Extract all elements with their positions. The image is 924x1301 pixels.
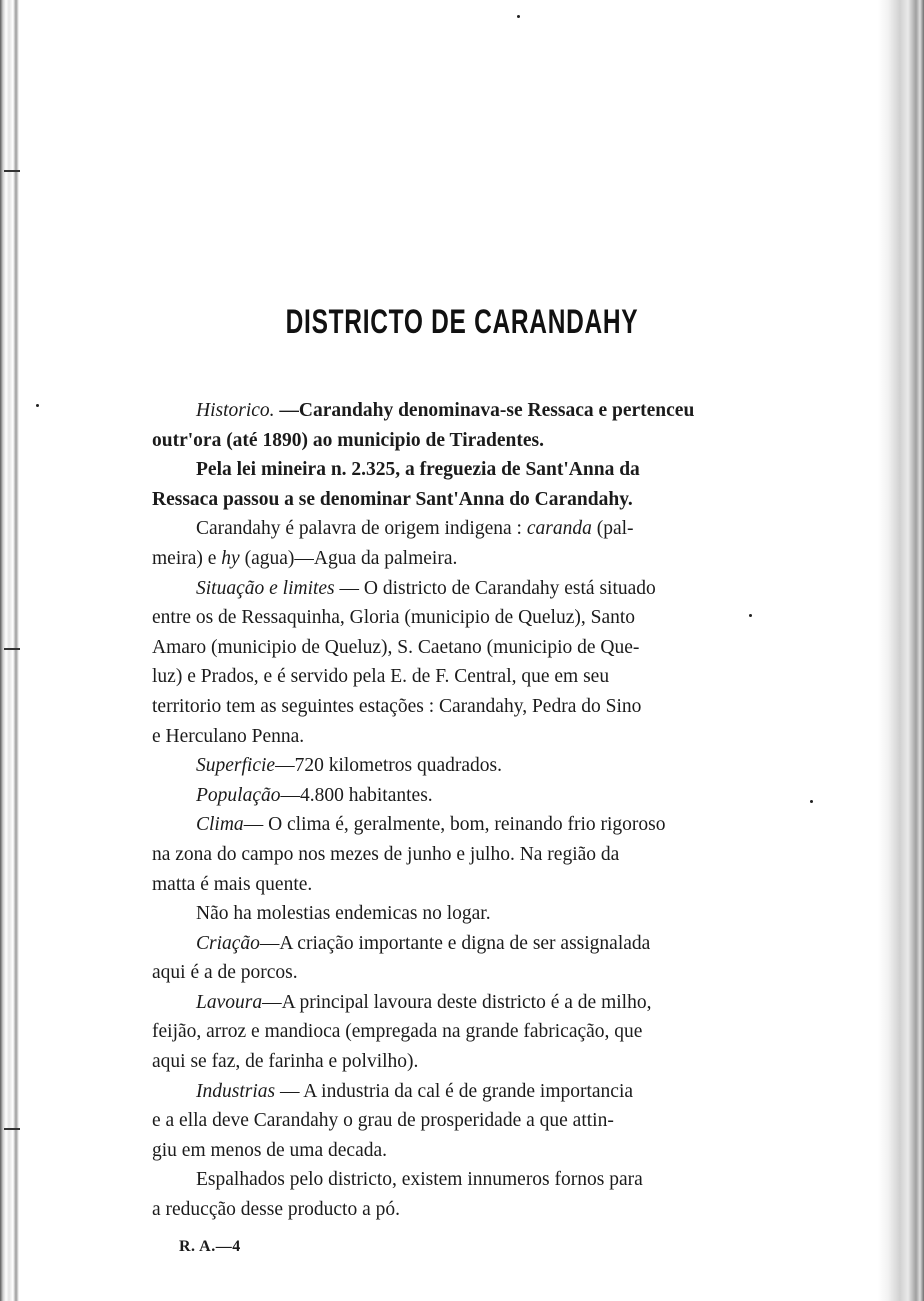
line-text: —A criação importante e digna de ser assignalada (259, 932, 651, 954)
text-line (152, 1077, 738, 1107)
text-line (152, 751, 738, 781)
section-label-populacao: População (196, 784, 281, 806)
ink-speck (810, 800, 813, 803)
text-line: entre os de Ressaquinha, Gloria (municipio de Queluz), Santo (152, 607, 636, 629)
text-line (152, 810, 738, 840)
ink-speck (749, 614, 752, 617)
line-text: — O districto de Carandahy está situado (334, 577, 656, 599)
line-text: —Carandahy denominava-se Ressaca e pertenceu (274, 400, 695, 421)
text-line: aqui é a de porcos. (152, 962, 298, 984)
line-text: (agua)—Agua da palmeira. (239, 547, 458, 569)
text-line (152, 544, 738, 574)
left-page-edge (0, 0, 30, 1301)
text-line: na zona do campo nos mezes de junho e julho. Na região da (152, 843, 620, 865)
text-line: aqui se faz, de farinha e polvilho). (152, 1051, 419, 1073)
text-line: a reducção desse producto a pó. (152, 1199, 400, 1221)
section-label-situacao: Situação e limites (196, 577, 335, 599)
text-line: Espalhados pelo districto, existem innumeros fornos para (196, 1169, 643, 1191)
ink-speck (517, 15, 520, 18)
line-text: — A industria da cal é de grande importancia (275, 1080, 634, 1102)
line-text: — O clima é, geralmente, bom, reinando frio rigoroso (243, 814, 666, 836)
text-line: Não ha molestias endemicas no logar. (196, 903, 491, 925)
article-body (152, 396, 738, 1225)
text-line: e a ella deve Carandahy o grau de prosperidade a que attin- (152, 1110, 614, 1132)
term-hy: hy (221, 547, 240, 569)
text-line: Ressaca passou a se denominar Sant'Anna do Carandahy. (152, 488, 633, 510)
text-line: outr'ora (até 1890) ao municipio de Tiradentes. (152, 429, 544, 451)
text-line: giu em menos de uma decada. (152, 1139, 387, 1161)
text-line: feijão, arroz e mandioca (empregada na grande fabricação, que (152, 1021, 643, 1043)
text-line: e Herculano Penna. (152, 725, 305, 747)
line-text: —720 kilometros quadrados. (275, 755, 502, 777)
line-text: —4.800 habitantes. (280, 784, 433, 806)
term-caranda: caranda (526, 518, 592, 540)
text-line: Pela lei mineira n. 2.325, a freguezia de Sant'Anna da (196, 459, 640, 481)
section-label-industrias: Industrias (196, 1080, 276, 1102)
section-label-clima: Clima (196, 814, 244, 836)
text-line: luz) e Prados, e é servido pela E. de F. Central, que em seu (152, 666, 610, 688)
line-text: Carandahy é palavra de origem indigena : (196, 518, 527, 540)
line-text: (pal- (591, 518, 634, 540)
section-label-criacao: Criação (196, 932, 260, 954)
section-label-lavoura: Lavoura (196, 991, 263, 1013)
text-line (152, 781, 738, 811)
ink-speck (36, 404, 39, 407)
text-line (152, 396, 738, 426)
section-label-historico: Historico. (196, 400, 275, 421)
text-line (152, 988, 738, 1018)
signature-mark: R. A.—4 (179, 1238, 241, 1255)
right-page-edge (878, 0, 924, 1301)
line-text: —A principal lavoura deste districto é a de milho, (262, 991, 652, 1013)
line-text: meira) e (152, 547, 222, 569)
text-line (152, 929, 738, 959)
text-line: territorio tem as seguintes estações : Carandahy, Pedra do Sino (152, 695, 642, 717)
text-line: matta é mais quente. (152, 873, 313, 895)
page-title: DISTRICTO DE CARANDAHY (285, 303, 639, 341)
section-label-superficie: Superficie (196, 755, 276, 777)
text-line (152, 574, 738, 604)
text-line: Amaro (municipio de Queluz), S. Caetano (municipio de Que- (152, 636, 640, 658)
text-line (152, 514, 738, 544)
